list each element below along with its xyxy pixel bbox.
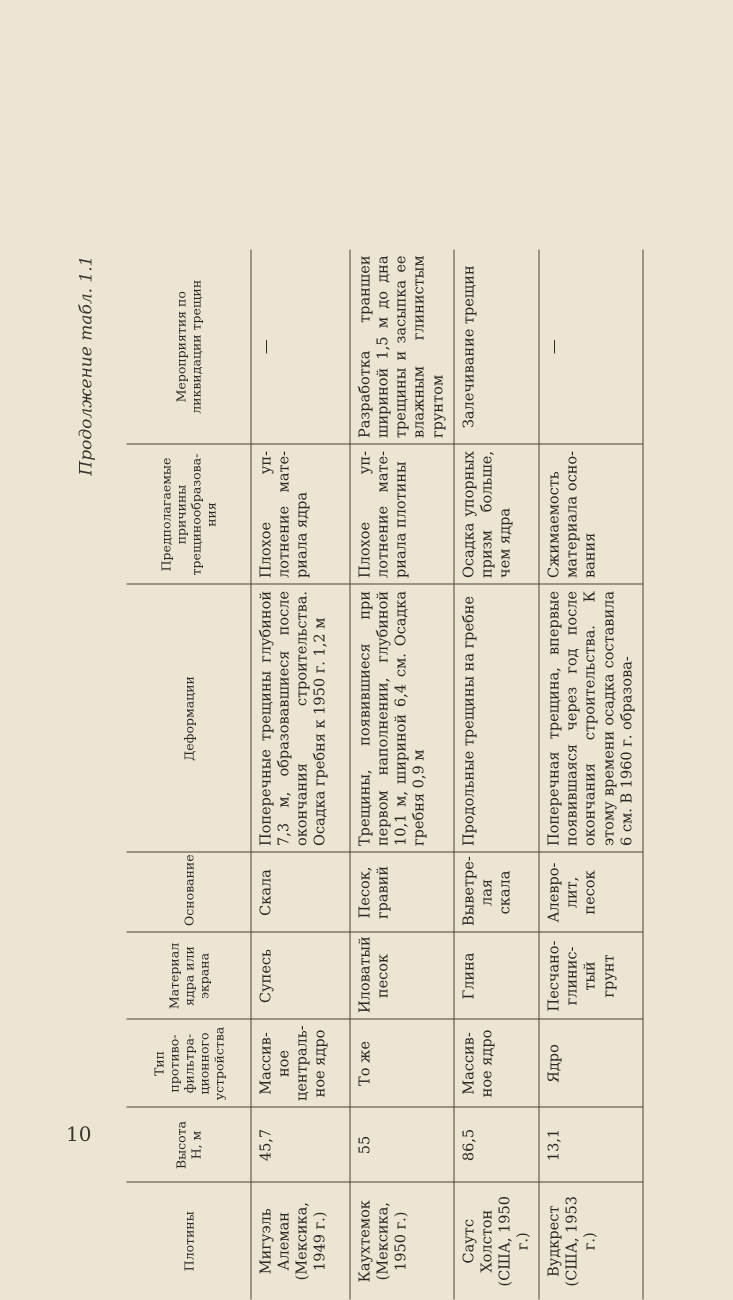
header-height: Высота H, м <box>127 1108 252 1183</box>
page-number: 10 <box>66 1122 92 1146</box>
cell-measures: Разработка траншеи шириной 1,5 м до дна трещины и засыпка ее влажным глинистым грунтом <box>350 250 454 445</box>
dam-cracks-table <box>127 250 644 1300</box>
table-continuation-label: Продолжение табл. 1.1 <box>76 255 97 476</box>
cell-causes: Плохое уплотнение материала плотины <box>350 445 454 585</box>
cell-core-material: Песчаноглинистый грунт <box>539 933 643 1020</box>
cell-deformations: Продольные трещины на гребне <box>454 585 540 853</box>
cell-dam: Вудкрест (США, 1953 г.) <box>539 1183 643 1300</box>
cell-dam: Мигуэль Алеман (Мексика, 1949 г.) <box>251 1183 350 1300</box>
header-core-material: Материал ядра или экрана <box>127 933 252 1020</box>
header-deformations: Деформации <box>127 585 252 853</box>
cell-filter-type: То же <box>350 1020 454 1108</box>
cell-deformations: Трещины, появившиеся при первом наполнении, глубиной 10,1 м, шириной 6,4 см. Осадка гребня 0,9 м <box>350 585 454 853</box>
cell-height: 45,7 <box>251 1108 350 1183</box>
cell-causes: Осадка упорных призм больше, чем ядра <box>454 445 540 585</box>
cell-foundation: Выветрелая скала <box>454 853 540 933</box>
cell-core-material: Иловатый песок <box>350 933 454 1020</box>
table-row <box>350 250 454 1300</box>
cell-causes: Плохое уплотнение материала ядра <box>251 445 350 585</box>
cell-foundation: Песок, гравий <box>350 853 454 933</box>
cell-filter-type: Массивное центральное ядро <box>251 1020 350 1108</box>
table-row <box>454 250 540 1300</box>
cell-filter-type: Ядро <box>539 1020 643 1108</box>
header-foundation: Основание <box>127 853 252 933</box>
cell-deformations: Поперечная трещина, впервые появившаяся через год после окончания строительства. К этому времени осадка составила 6 см. В 1960 г. образова- <box>539 585 643 853</box>
cell-measures: — <box>251 250 350 445</box>
header-filter-type: Тип противофильтрационного устройства <box>127 1020 252 1108</box>
cell-causes: Сжимаемость материала основания <box>539 445 643 585</box>
header-causes: Предполагаемые причины трещинообразования <box>127 445 252 585</box>
cell-foundation: Алевролит, песок <box>539 853 643 933</box>
cell-core-material: Глина <box>454 933 540 1020</box>
cell-filter-type: Массивное ядро <box>454 1020 540 1108</box>
table-header-row <box>127 250 252 1300</box>
cell-dam: Каухтемок (Мексика, 1950 г.) <box>350 1183 454 1300</box>
cell-dam: Саутс Холстон (США, 1950 г.) <box>454 1183 540 1300</box>
rotated-table-sheet <box>76 250 636 1300</box>
table-row <box>539 250 643 1300</box>
cell-core-material: Супесь <box>251 933 350 1020</box>
cell-measures: — <box>539 250 643 445</box>
cell-deformations: Поперечные трещины глубиной 7,3 м, образовавшиеся после окончания строительства. Осадка гребня к 1950 г. 1,2 м <box>251 585 350 853</box>
cell-measures: Залечивание трещин <box>454 250 540 445</box>
cell-height: 55 <box>350 1108 454 1183</box>
table-row <box>251 250 350 1300</box>
cell-foundation: Скала <box>251 853 350 933</box>
cell-height: 13,1 <box>539 1108 643 1183</box>
header-measures: Мероприятия по ликвидации трещин <box>127 250 252 445</box>
header-dam: Плотины <box>127 1183 252 1300</box>
cell-height: 86,5 <box>454 1108 540 1183</box>
